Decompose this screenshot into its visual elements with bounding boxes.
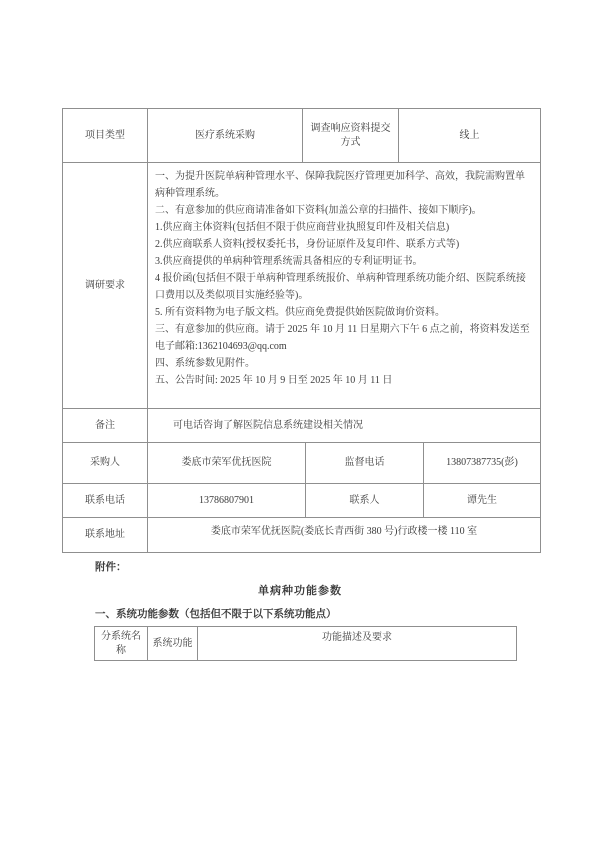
text-line: 三、有意参加的供应商。请于 2025 年 10 月 11 日星期六下午 6 点之前，将资料发送至电子邮箱:1362104693@qq.com <box>155 324 530 352</box>
table-row <box>63 163 541 409</box>
text-line: 3.供应商提供的单病种管理系统需具备相应的专利证明证书。 <box>155 256 423 267</box>
parameter-table <box>94 626 517 661</box>
project-type-label: 项目类型 <box>63 109 148 163</box>
table-row <box>63 518 541 553</box>
purchaser-label: 采购人 <box>63 443 148 484</box>
column-header-system-function: 系统功能 <box>148 627 198 661</box>
research-label: 调研要求 <box>63 163 148 409</box>
remark-label: 备注 <box>63 409 148 443</box>
submission-label: 调查响应资料提交方式 <box>303 109 399 163</box>
attachment-title: 单病种功能参数 <box>258 585 342 597</box>
contact-address-value: 娄底市荣军优抚医院(娄底长青西街 380 号)行政楼一楼 110 室 <box>148 518 541 553</box>
remark-value: 可电话咨询了解医院信息系统建设相关情况 <box>148 409 541 443</box>
table-header-row <box>95 627 517 661</box>
supervision-phone-label: 监督电话 <box>306 443 424 484</box>
text-line: 四、系统参数见附件。 <box>155 358 255 369</box>
contact-address-label: 联系地址 <box>63 518 148 553</box>
text-line: 五、公告时间: 2025 年 10 月 9 日至 2025 年 10 月 11 日 <box>155 375 393 386</box>
text-line: 5. 所有资料物为电子版文档。供应商免费提供始医院做询价资料。 <box>155 307 445 318</box>
info-table <box>62 108 541 553</box>
attachment-section-heading: 一、系统功能参数（包括但不限于以下系统功能点） <box>95 609 337 620</box>
contact-person-value: 谭先生 <box>424 484 541 518</box>
submission-value: 线上 <box>399 109 541 163</box>
table-row <box>63 409 541 443</box>
table-row <box>63 484 541 518</box>
table-row <box>63 109 541 163</box>
contact-phone-label: 联系电话 <box>63 484 148 518</box>
research-content <box>148 163 541 409</box>
text-line: 二、有意参加的供应商请准备如下资料(加盖公章的扫描件、接如下顺序)。 <box>155 205 482 216</box>
attachment-label: 附件： <box>95 562 127 573</box>
supervision-phone-value: 13807387735(彭) <box>424 443 541 484</box>
purchaser-value: 娄底市荣军优抚医院 <box>148 443 306 484</box>
text-line: 一、为提升医院单病种管理水平、保障我院医疗管理更加科学、高效，我院需购置单病种管理系统。 <box>155 171 525 199</box>
contact-phone-value: 13786807901 <box>148 484 306 518</box>
contact-person-label: 联系人 <box>306 484 424 518</box>
text-line: 1.供应商主体资料(包括但不限于供应商营业执照复印件及相关信息) <box>155 222 450 233</box>
column-header-function-description: 功能描述及要求 <box>198 627 517 661</box>
text-line: 2.供应商联系人资料(授权委托书，身份证原件及复印件、联系方式等) <box>155 239 460 250</box>
text-line: 4 报价函(包括但不限于单病种管理系统报价、单病种管理系统功能介绍、医院系统接口费用以及类似项目实施经验等)。 <box>155 273 526 301</box>
table-row <box>63 443 541 484</box>
project-type-value: 医疗系统采购 <box>148 109 303 163</box>
column-header-subsystem-name: 分系统名称 <box>95 627 148 661</box>
